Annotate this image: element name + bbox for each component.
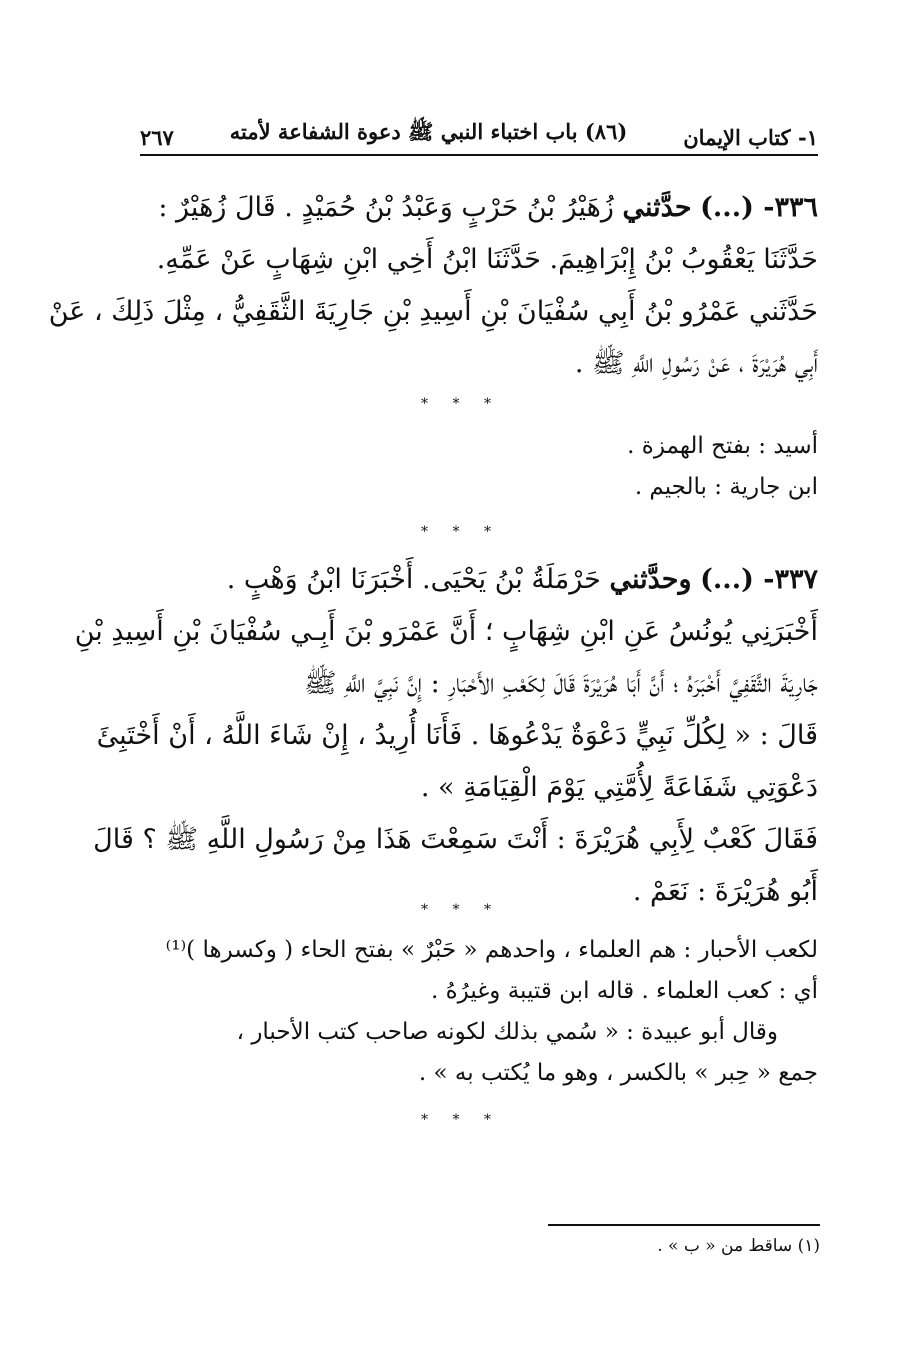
note-line: لكعب الأحبار : هم العلماء ، واحدهم « حَبْرٌ » بفتح الحاء ( وكسرها )⁽¹⁾: [165, 937, 818, 963]
book-title: ١- كتاب الإيمان: [683, 125, 818, 150]
hadith-number: ٣٣٧- (...): [700, 564, 818, 595]
section-separator: * * *: [421, 1112, 501, 1128]
text-line: [140, 554, 818, 606]
hadith-number: ٣٣٦- (...): [700, 192, 818, 223]
text-line: أَبِي هُرَيْرَةَ ، عَنْ رَسُولِ اللَّهِ ﷺ .: [574, 348, 818, 379]
section-separator: * * *: [421, 524, 501, 540]
running-header: [140, 108, 818, 156]
hadith-opening: وحدَّثني: [609, 564, 692, 595]
chapter-title: (٨٦) باب اختباء النبي ﷺ دعوة الشفاعة لأمته: [229, 119, 628, 144]
section-separator: * * *: [421, 396, 501, 412]
hadith-337: [74, 554, 818, 918]
section-separator: * * *: [421, 902, 501, 918]
text-line: حَدَّثَني عَمْرُو بْنُ أَبِي سُفْيَانَ بْنِ أَسِيدِ بْنِ جَارِيَةَ الثَّقَفِيُّ ، مِثْلَ ذَلِكَ ، عَنْ: [48, 296, 818, 327]
text-segment: حَرْمَلَةُ بْنُ يَحْيَى. أَخْبَرَنَا ابْنُ وَهْبٍ .: [226, 564, 601, 595]
text-line: قَالَ : « لِكُلِّ نَبِيٍّ دَعْوَةٌ يَدْعُوهَا . فَأَنَا أُرِيدُ ، إِنْ شَاءَ اللَّهُ ، أَنْ أَخْتَبِئَ: [96, 720, 818, 751]
page-number: ٢٦٧: [140, 125, 174, 150]
note-line: جمع « حِبر » بالكسر ، وهو ما يُكتب به » .: [418, 1060, 818, 1086]
text-line: أَبُو هُرَيْرَةَ : نَعَمْ .: [632, 876, 818, 907]
text-line: حَدَّثَنَا يَعْقُوبُ بْنُ إِبْرَاهِيمَ. حَدَّثَنَا ابْنُ أَخِي ابْنِ شِهَابٍ عَنْ عَمِّهِ.: [156, 244, 818, 275]
note-line: ابن جارية : بالجيم .: [634, 474, 818, 500]
text-line: أَخْبَرَنِي يُونُسُ عَنِ ابْنِ شِهَابٍ ؛ أَنَّ عَمْرَو بْنَ أَبِـي سُفْيَانَ بْنِ أَسِيدِ بْنِ: [74, 616, 818, 647]
hadith-opening: حدَّثني: [622, 192, 692, 223]
text-line: [140, 182, 818, 234]
footnote: (١) ساقط من « ب » .: [657, 1236, 820, 1256]
notes-336: [140, 426, 818, 508]
text-segment: زُهَيْرُ بْنُ حَرْبٍ وَعَبْدُ بْنُ حُمَيْدٍ . قَالَ زُهَيْرٌ :: [158, 192, 614, 223]
text-line: فَقَالَ كَعْبٌ لِأَبِي هُرَيْرَةَ : أَنْتَ سَمِعْتَ هَذَا مِنْ رَسُولِ اللَّهِ ﷺ ؟ قَالَ: [93, 824, 818, 855]
notes-337: [140, 930, 818, 1094]
footnote-divider: [548, 1224, 820, 1226]
note-line: أسيد : بفتح الهمزة .: [627, 433, 818, 459]
hadith-336: [48, 182, 818, 390]
note-line: أي : كعب العلماء . قاله ابن قتيبة وغيرُهُ .: [430, 978, 818, 1004]
note-line: وقال أبو عبيدة : « سُمي بذلك لكونه صاحب كتب الأحبار ،: [236, 1019, 778, 1045]
text-line: جَارِيَةَ الثَّقَفِيَّ أَخْبَرَهُ ؛ أَنَّ أَبَا هُرَيْرَةَ قَالَ لِكَعْبِ الأَحْبَارِ : إِنَّ نَبِيَّ اللَّهِ ﷺ: [304, 668, 818, 699]
text-line: دَعْوَتِي شَفَاعَةً لِأُمَّتِي يَوْمَ الْقِيَامَةِ » .: [420, 772, 818, 803]
